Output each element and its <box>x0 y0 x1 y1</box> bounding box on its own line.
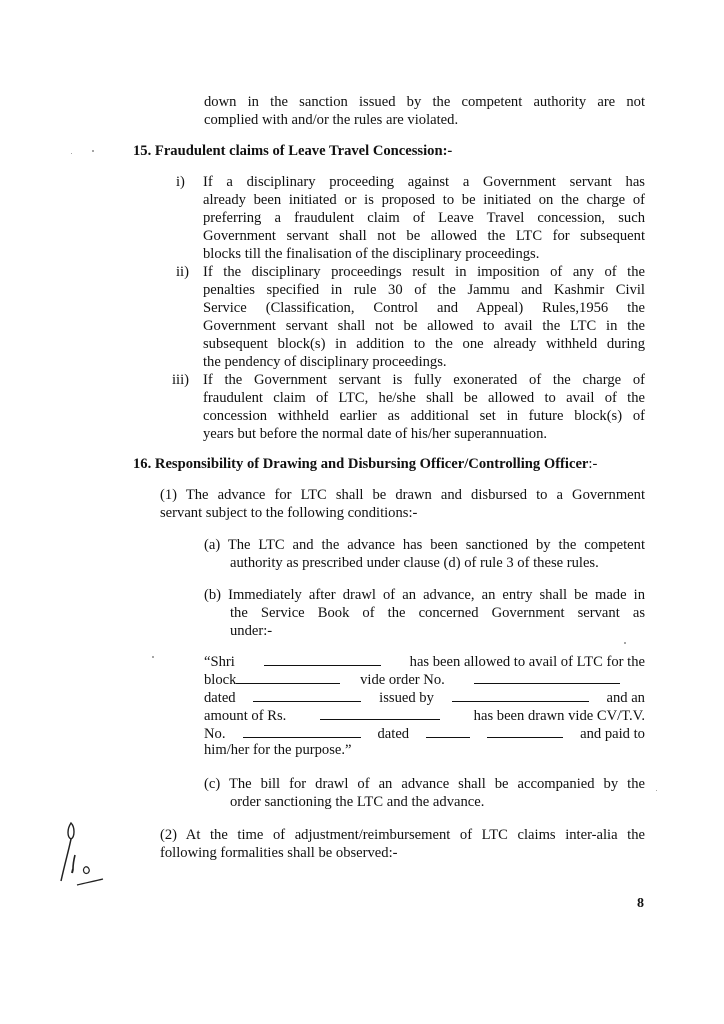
form-row-2 <box>204 670 645 689</box>
form-and-an-label: and an <box>606 690 645 706</box>
item-ii-line: If the disciplinary proceedings result in imposition of any of the <box>203 264 645 280</box>
form-dated-label: dated <box>204 690 236 706</box>
form-drawn-text: has been drawn vide CV/T.V. <box>473 708 645 724</box>
section-15-heading <box>133 143 452 160</box>
blank-voucher-date-field-2 <box>487 724 563 738</box>
form-row-3 <box>204 688 645 707</box>
item-i-line: If a disciplinary proceeding against a Government servant has <box>203 174 645 190</box>
form-block-label: block <box>204 672 237 688</box>
form-paid-to-label: and paid to <box>580 726 645 742</box>
scan-speck <box>624 642 626 644</box>
section-15-title: Fraudulent claims of Leave Travel Concession:- <box>154 143 453 159</box>
item-i-marker: i) <box>176 174 185 190</box>
item-iii-line: years but before the normal date of his/her superannuation. <box>203 426 548 442</box>
blank-name-field <box>264 652 381 666</box>
scan-speck <box>71 153 72 154</box>
section-16-title: Responsibility of Drawing and Disbursing Officer/Controlling Officer <box>154 456 589 472</box>
form-row-5 <box>204 724 645 743</box>
item-iii-line: concession withheld earlier as additional set in future block(s) of <box>203 408 645 424</box>
blank-voucher-date-field <box>426 724 470 738</box>
form-vide-order-label: vide order No. <box>360 672 445 688</box>
form-row-4 <box>204 706 645 725</box>
item-i-line: already been initiated or is proposed to be initiated on the charge of <box>203 192 645 208</box>
item-ii-line: Service (Classification, Control and Appeal) Rules,1956 the <box>203 300 645 316</box>
section-15-number: 15. <box>133 143 152 159</box>
item-c-line-1: (c) The bill for drawl of an advance shall be accompanied by the <box>204 776 645 792</box>
form-row-6: him/her for the purpose.” <box>204 742 352 758</box>
item-b-line-1: (b) Immediately after drawl of an advance, an entry shall be made in <box>204 587 645 603</box>
intro-line-1: down in the sanction issued by the competent authority are not <box>204 94 645 110</box>
form-no-label: No. <box>204 726 226 742</box>
blank-voucher-number-field <box>243 724 361 738</box>
blank-issued-by-field <box>452 688 589 702</box>
item-ii-line: subsequent block(s) in addition to the one already withheld during <box>203 336 645 352</box>
item-iii-line: If the Government servant is fully exonerated of the charge of <box>203 372 645 388</box>
item-i-line: blocks till the finalisation of the disciplinary proceedings. <box>203 246 540 262</box>
form-amount-label: amount of Rs. <box>204 708 287 724</box>
item-a-line-1: (a) The LTC and the advance has been sanctioned by the competent <box>204 537 645 553</box>
blank-order-number-field <box>474 670 620 684</box>
item-c-line-2: order sanctioning the LTC and the advance. <box>230 794 485 810</box>
item-a-line-2: authority as prescribed under clause (d) of rule 3 of these rules. <box>230 555 599 571</box>
handwritten-initials-signature <box>55 815 115 895</box>
para-1-line-1: (1) The advance for LTC shall be drawn and disbursed to a Government <box>160 487 645 503</box>
para-2-line-2: following formalities shall be observed:- <box>160 845 398 861</box>
section-16-heading <box>133 456 597 473</box>
item-iii-line: fraudulent claim of LTC, he/she shall be allowed to avail of the <box>203 390 645 406</box>
scan-speck <box>152 656 154 658</box>
form-shri-label: “Shri <box>204 654 235 670</box>
para-2-line-1: (2) At the time of adjustment/reimbursement of LTC claims inter-alia the <box>160 827 645 843</box>
item-b-line-3: under:- <box>230 623 273 639</box>
form-allowed-text: has been allowed to avail of LTC for the <box>409 654 645 670</box>
item-ii-line: the pendency of disciplinary proceedings. <box>203 354 447 370</box>
item-ii-line: Government servant shall not be allowed to avail the LTC in the <box>203 318 645 334</box>
intro-line-2: complied with and/or the rules are violated. <box>204 112 459 128</box>
item-i-line: preferring a fraudulent claim of Leave Travel concession, such <box>203 210 645 226</box>
blank-block-field <box>236 670 340 684</box>
item-i-line: Government servant shall not be allowed the LTC for subsequent <box>203 228 645 244</box>
form-row-1 <box>204 652 645 671</box>
section-16-title-suffix: :- <box>588 456 598 472</box>
item-ii-marker: ii) <box>176 264 189 280</box>
scan-speck <box>92 150 94 152</box>
section-16-number: 16. <box>133 456 152 472</box>
form-dated-label-2: dated <box>377 726 410 742</box>
para-1-line-2: servant subject to the following conditions:- <box>160 505 418 521</box>
item-iii-marker: iii) <box>172 372 190 388</box>
item-ii-line: penalties specified in rule 30 of the Jammu and Kashmir Civil <box>203 282 645 298</box>
form-issued-by-label: issued by <box>379 690 434 706</box>
scan-speck <box>656 790 657 791</box>
blank-amount-field <box>320 706 440 720</box>
blank-order-date-field <box>253 688 361 702</box>
page-number: 8 <box>637 896 644 911</box>
item-b-line-2: the Service Book of the concerned Government servant as <box>230 605 645 621</box>
